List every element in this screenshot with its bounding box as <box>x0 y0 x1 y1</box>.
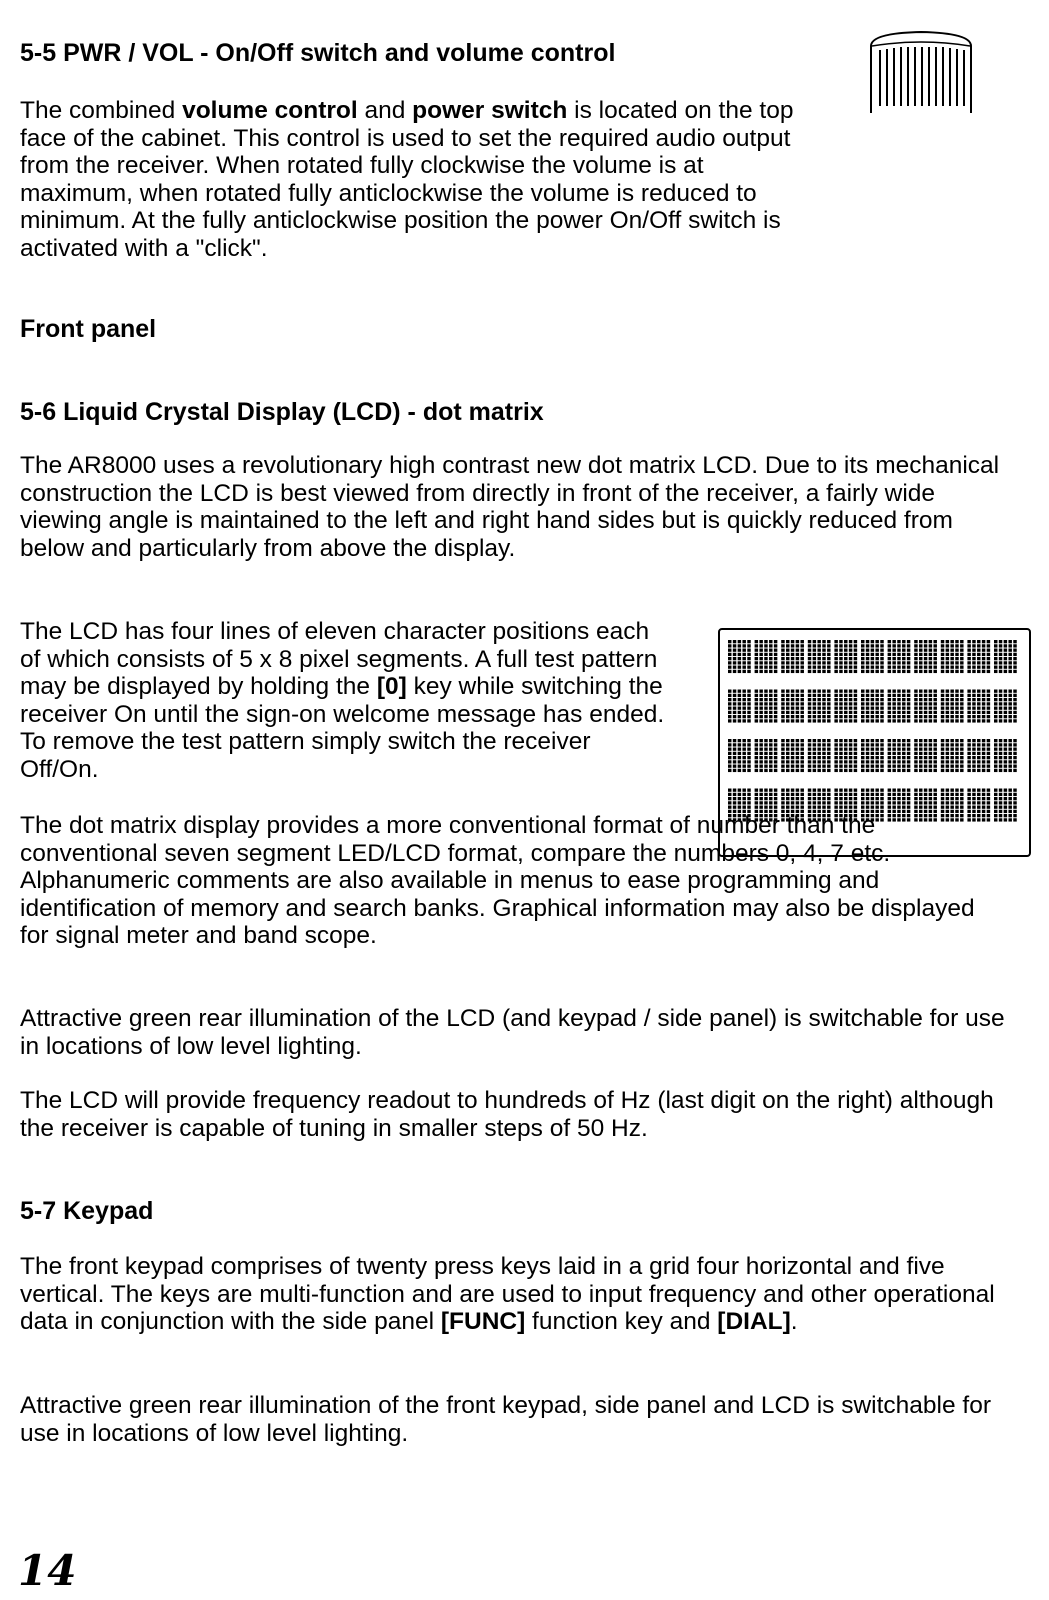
lcd-character-cell <box>834 739 857 772</box>
lcd-character-cell <box>994 640 1017 673</box>
lcd-character-cell <box>941 640 964 673</box>
paragraph-5-5: The combined volume control and power switch is located on the top face of the cabinet. This control is used to set the required audio output from the receiver. When rotated fully clockwise the volume is at maximum, when rotated fully anticlockwise the volume is reduced to minimum. At the fully anticlockwise position the power On/Off switch is activated with a "click". <box>20 97 794 262</box>
lcd-character-cell <box>781 690 804 723</box>
lcd-character-cell <box>861 690 884 723</box>
paragraph-5-6-illumination: Attractive green rear illumination of the LCD (and keypad / side panel) is switchable for use in locations of low level lighting. <box>20 1005 1005 1060</box>
lcd-character-cell <box>967 690 990 723</box>
lcd-character-cell <box>808 690 831 723</box>
lcd-character-cell <box>941 690 964 723</box>
paragraph-5-6-readout: The LCD will provide frequency readout to hundreds of Hz (last digit on the right) although the receiver is capable of tuning in smaller steps of 50 Hz. <box>20 1087 994 1142</box>
lcd-character-cell <box>834 640 857 673</box>
lcd-character-cell <box>861 739 884 772</box>
lcd-character-cell <box>728 690 751 723</box>
paragraph-5-7-keypad: The front keypad comprises of twenty press keys laid in a grid four horizontal and five vertical. The keys are multi-function and are used to input frequency and other operational data in conjunction with the side panel [FUNC] function key and [DIAL]. <box>20 1253 995 1336</box>
heading-5-5: 5-5 PWR / VOL - On/Off switch and volume control <box>20 39 616 67</box>
lcd-character-cell <box>861 640 884 673</box>
lcd-character-cell <box>781 739 804 772</box>
lcd-character-cell <box>808 640 831 673</box>
page-number: 14 <box>18 1546 77 1595</box>
lcd-character-cell <box>755 640 778 673</box>
lcd-character-cell <box>888 690 911 723</box>
lcd-character-cell <box>914 739 937 772</box>
lcd-character-cell <box>728 739 751 772</box>
lcd-character-cell <box>755 739 778 772</box>
lcd-character-cell <box>967 739 990 772</box>
lcd-character-cell <box>914 690 937 723</box>
volume-knob-icon <box>866 28 976 118</box>
lcd-character-cell <box>888 640 911 673</box>
paragraph-5-7-illumination: Attractive green rear illumination of the front keypad, side panel and LCD is switchable for use in locations of low level lighting. <box>20 1392 991 1447</box>
lcd-character-cell <box>808 739 831 772</box>
lcd-character-cell <box>967 640 990 673</box>
paragraph-5-6-test-pattern: The LCD has four lines of eleven character positions each of which consists of 5 x 8 pixel segments. A full test pattern may be displayed by holding the [0] key while switching the receiver On until the sign-on welcome message has ended. To remove the test pattern simply switch the receiver Off/On. <box>20 618 665 783</box>
heading-front-panel: Front panel <box>20 315 157 343</box>
heading-5-6: 5-6 Liquid Crystal Display (LCD) - dot matrix <box>20 398 544 426</box>
lcd-character-cell <box>994 690 1017 723</box>
lcd-character-cell <box>994 739 1017 772</box>
lcd-character-cell <box>728 640 751 673</box>
lcd-character-cell <box>941 739 964 772</box>
heading-5-7: 5-7 Keypad <box>20 1197 154 1225</box>
lcd-character-cell <box>781 640 804 673</box>
paragraph-5-6-lcd-intro: The AR8000 uses a revolutionary high contrast new dot matrix LCD. Due to its mechanical construction the LCD is best viewed from directly in front of the receiver, a fairly wide viewing angle is maintained to the left and right hand sides but is quickly reduced from below and particularly from above the display. <box>20 452 1000 562</box>
lcd-character-cell <box>834 690 857 723</box>
paragraph-5-6-dot-matrix: The dot matrix display provides a more conventional format of number than the conventional seven segment LED/LCD format, compare the numbers 0, 4, 7 etc. Alphanumeric comments are also available in menus to ease programming and identification of memory and search banks. Graphical information may also be displayed for signal meter and band scope. <box>20 812 975 950</box>
lcd-character-cell <box>888 739 911 772</box>
lcd-character-cell <box>755 690 778 723</box>
lcd-character-cell <box>914 640 937 673</box>
